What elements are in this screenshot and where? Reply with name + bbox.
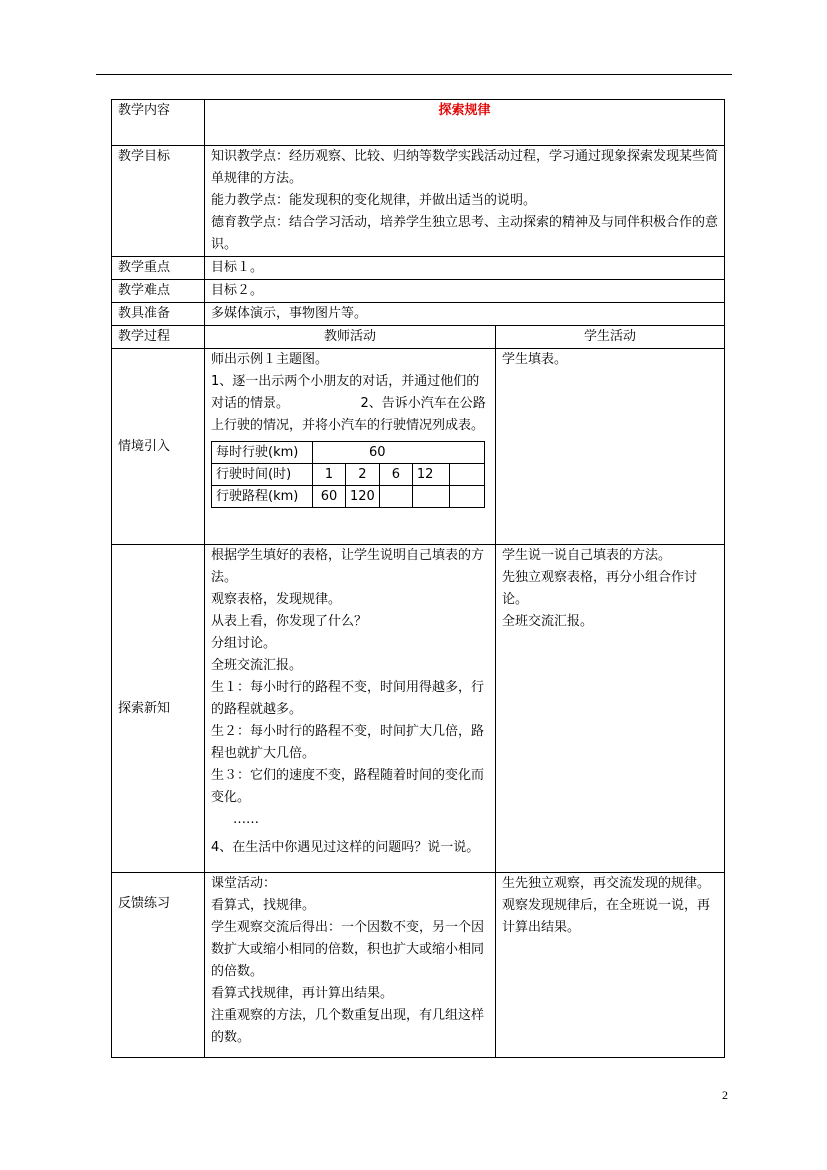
- teacher-activity-header: 教师活动: [205, 326, 496, 349]
- label-intro: 情境引入: [112, 349, 205, 545]
- explore-teacher-line: 从表上看，你发现了什么？: [211, 614, 368, 629]
- row-explore: [112, 545, 725, 873]
- speed-table-cell: 6: [379, 464, 412, 486]
- page-number: 2: [722, 1088, 728, 1102]
- explore-teacher-line: 观察表格，发现规律。: [211, 592, 342, 607]
- goals-cell: [205, 146, 725, 257]
- tools-value: 多媒体演示，事物图片等。: [205, 303, 725, 326]
- speed-table-cell: [379, 486, 412, 508]
- student-activity-header: 学生活动: [496, 326, 725, 349]
- intro-teacher-line: 1、逐一出示两个小朋友的对话，并通过他们的对话的情景。 2、告诉小汽车在公路上行驶的情况，并将小汽车的行驶情况列成表。: [211, 374, 486, 433]
- speed-table-cell: 120: [346, 486, 380, 508]
- practice-student-line: 观察发现规律后，在全班说一说，再计算出结果。: [502, 898, 711, 935]
- explore-teacher-line: 4、在生活中你遇见过这样的问题吗？说一说。: [211, 840, 480, 855]
- speed-table-cell: [449, 464, 484, 486]
- row-intro: [112, 349, 725, 545]
- label-goals: 教学目标: [112, 146, 205, 257]
- explore-teacher-line: 生１：每小时行的路程不变，时间用得越多，行的路程就越多。: [211, 680, 485, 717]
- goal-ability: 能力教学点：能发现积的变化规律，并做出适当的说明。: [211, 193, 537, 208]
- intro-teacher-line: 师出示例１主题图。: [211, 352, 329, 367]
- explore-teacher-line: 生３：它们的速度不变，路程随着时间的变化而变化。: [211, 768, 485, 805]
- practice-teacher-line: 学生观察交流后得出：一个因数不变，另一个因数扩大或缩小相同的倍数，积也扩大或缩小相同的倍数。: [211, 920, 485, 979]
- row-process: [112, 326, 725, 349]
- lesson-plan-table: [111, 99, 725, 1058]
- label-difficulty: 教学难点: [112, 280, 205, 303]
- speed-table: [211, 441, 485, 508]
- row-tools: [112, 303, 725, 326]
- row-goals: [112, 146, 725, 257]
- speed-table-label: 行驶时间(时): [212, 464, 313, 486]
- header-rule: [96, 74, 732, 75]
- speed-table-label: 每时行驶(km): [212, 442, 313, 464]
- goal-knowledge: 知识教学点：经历观察、比较、归纳等数学实践活动过程，学习通过现象探索发现某些简单规律的方法。: [211, 149, 719, 186]
- speed-table-cell: 60: [313, 486, 346, 508]
- practice-teacher-line: 课堂活动：: [211, 876, 277, 891]
- explore-teacher-line: 根据学生填好的表格，让学生说明自己填表的方法。: [211, 548, 485, 585]
- row-key-point: [112, 257, 725, 280]
- row-content: [112, 100, 725, 146]
- practice-teacher-cell: [205, 873, 496, 1058]
- label-practice: 反馈练习: [112, 873, 205, 1058]
- speed-table-cell: 2: [346, 464, 380, 486]
- explore-student-line: 先独立观察表格，再分小组合作讨论。: [502, 570, 698, 607]
- explore-student-line: 学生说一说自己填表的方法。: [502, 548, 672, 563]
- speed-table-label: 行驶路程(km): [212, 486, 313, 508]
- speed-table-cell: [412, 486, 449, 508]
- practice-teacher-line: 注重观察的方法，几个数重复出现，有几组这样的数。: [211, 1008, 485, 1045]
- speed-table-cell: [449, 486, 484, 508]
- row-practice: [112, 873, 725, 1058]
- explore-teacher-line: 分组讨论。: [211, 636, 277, 651]
- goal-moral: 德育教学点：结合学习活动，培养学生独立思考、主动探索的精神及与同伴积极合作的意识。: [211, 215, 719, 252]
- practice-teacher-line: 看算式，找规律。: [211, 898, 316, 913]
- intro-teacher-cell: [205, 349, 496, 545]
- label-process: 教学过程: [112, 326, 205, 349]
- row-difficulty: [112, 280, 725, 303]
- page-title: 探索规律: [205, 100, 725, 146]
- practice-teacher-line: 看算式找规律，再计算出结果。: [211, 986, 394, 1001]
- intro-student-cell: 学生填表。: [496, 349, 725, 545]
- explore-teacher-line: 全班交流汇报。: [211, 658, 303, 673]
- difficulty-value: 目标２。: [205, 280, 725, 303]
- speed-table-value: 60: [313, 442, 485, 464]
- explore-student-line: 全班交流汇报。: [502, 614, 594, 629]
- practice-student-cell: [496, 873, 725, 1058]
- label-explore: 探索新知: [112, 545, 205, 873]
- label-content: 教学内容: [112, 100, 205, 146]
- practice-student-line: 生先独立观察，再交流发现的规律。: [502, 876, 711, 891]
- explore-teacher-cell: [205, 545, 496, 873]
- speed-table-cell: 12: [412, 464, 449, 486]
- explore-student-cell: [496, 545, 725, 873]
- label-key-point: 教学重点: [112, 257, 205, 280]
- key-point-value: 目标１。: [205, 257, 725, 280]
- explore-ellipsis: ……: [233, 812, 259, 827]
- explore-teacher-line: 生２：每小时行的路程不变，时间扩大几倍，路程也就扩大几倍。: [211, 724, 485, 761]
- label-tools: 教具准备: [112, 303, 205, 326]
- speed-table-cell: 1: [313, 464, 346, 486]
